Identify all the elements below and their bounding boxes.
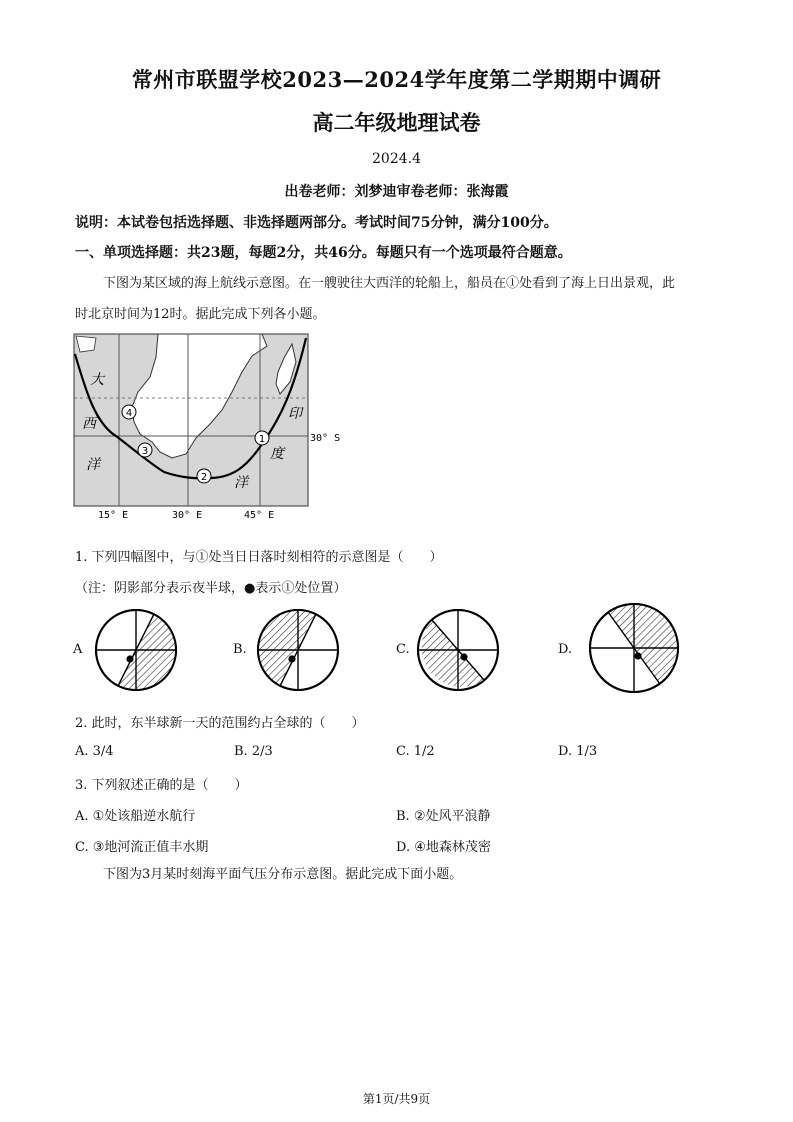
svg-text:2: 2	[200, 472, 208, 483]
q1-option-c-diagram[interactable]	[410, 602, 506, 698]
point-1-marker	[255, 431, 269, 445]
q1-option-b-label[interactable]: B.	[233, 642, 247, 657]
svg-text:3: 3	[141, 446, 149, 457]
q1-stem: 1. 下列四幅图中，与①处当日日落时刻相符的示意图是（ ）	[75, 550, 443, 565]
q1-option-d-label[interactable]: D.	[558, 642, 573, 657]
route-map	[72, 332, 372, 522]
label-da: 大	[90, 372, 104, 388]
exam-date: 2024.4	[372, 151, 421, 167]
point-4-marker	[122, 405, 136, 419]
label-yang-east: 洋	[234, 475, 248, 491]
exam-subtitle: 高二年级地理试卷	[312, 110, 481, 135]
q3-option-c[interactable]: C. ③地河流正值丰水期	[75, 840, 209, 855]
intro-paragraph-line1: 下图为某区域的海上航线示意图。在一艘驶往大西洋的轮船上，船员在①处看到了海上日出景观，此	[103, 276, 676, 291]
lon-label-15e: 15° E	[98, 510, 129, 521]
label-du: 度	[270, 446, 284, 462]
q3-stem: 3. 下列叙述正确的是（ ）	[75, 778, 248, 793]
lon-label-30e: 30° E	[172, 510, 203, 521]
teachers-line: 出卷老师：刘梦迪审卷老师：张海霞	[284, 184, 509, 200]
q3-option-d[interactable]: D. ④地森林茂密	[396, 840, 491, 855]
q2-option-b[interactable]: B. 2/3	[234, 744, 273, 759]
exam-title: 常州市联盟学校2023—2024学年度第二学期期中调研	[131, 67, 662, 92]
q1-option-d-diagram[interactable]	[584, 598, 680, 694]
q2-option-c[interactable]: C. 1/2	[396, 744, 435, 759]
label-yin: 印	[288, 406, 302, 422]
intro-paragraph-2: 下图为3月某时刻海平面气压分布示意图。据此完成下面小题。	[103, 867, 463, 882]
q1-option-a-diagram[interactable]	[88, 602, 184, 698]
point-2-marker	[197, 469, 211, 483]
svg-text:1: 1	[258, 434, 266, 445]
q2-stem: 2. 此时，东半球新一天的范围约占全球的（ ）	[75, 716, 365, 731]
route-map-svg	[72, 332, 372, 522]
q1-note: （注：阴影部分表示夜半球，●表示①处位置）	[75, 581, 347, 596]
lat-label-30s: 30° S	[310, 433, 341, 444]
small-island	[76, 336, 96, 352]
q2-option-d[interactable]: D. 1/3	[558, 744, 598, 759]
page-footer: 第1页/共9页	[362, 1092, 431, 1106]
point-3-marker	[138, 443, 152, 457]
svg-text:4: 4	[125, 408, 133, 419]
intro-paragraph-line2: 时北京时间为12时。据此完成下列各小题。	[75, 307, 326, 322]
label-yang-west: 洋	[86, 457, 100, 473]
q3-option-a[interactable]: A. ①处该船逆水航行	[75, 809, 196, 824]
q3-option-b[interactable]: B. ②处风平浪静	[396, 809, 491, 824]
q2-option-a[interactable]: A. 3/4	[75, 744, 114, 759]
section-heading: 一、单项选择题：共23题，每题2分，共46分。每题只有一个选项最符合题意。	[75, 245, 572, 261]
lon-label-45e: 45° E	[244, 510, 275, 521]
label-xi: 西	[82, 416, 96, 432]
q1-option-c-label[interactable]: C.	[396, 642, 410, 657]
instructions: 说明：本试卷包括选择题、非选择题两部分。考试时间75分钟，满分100分。	[75, 215, 558, 231]
q1-option-b-diagram[interactable]	[250, 602, 346, 698]
q1-option-a-label[interactable]: A	[73, 642, 83, 657]
